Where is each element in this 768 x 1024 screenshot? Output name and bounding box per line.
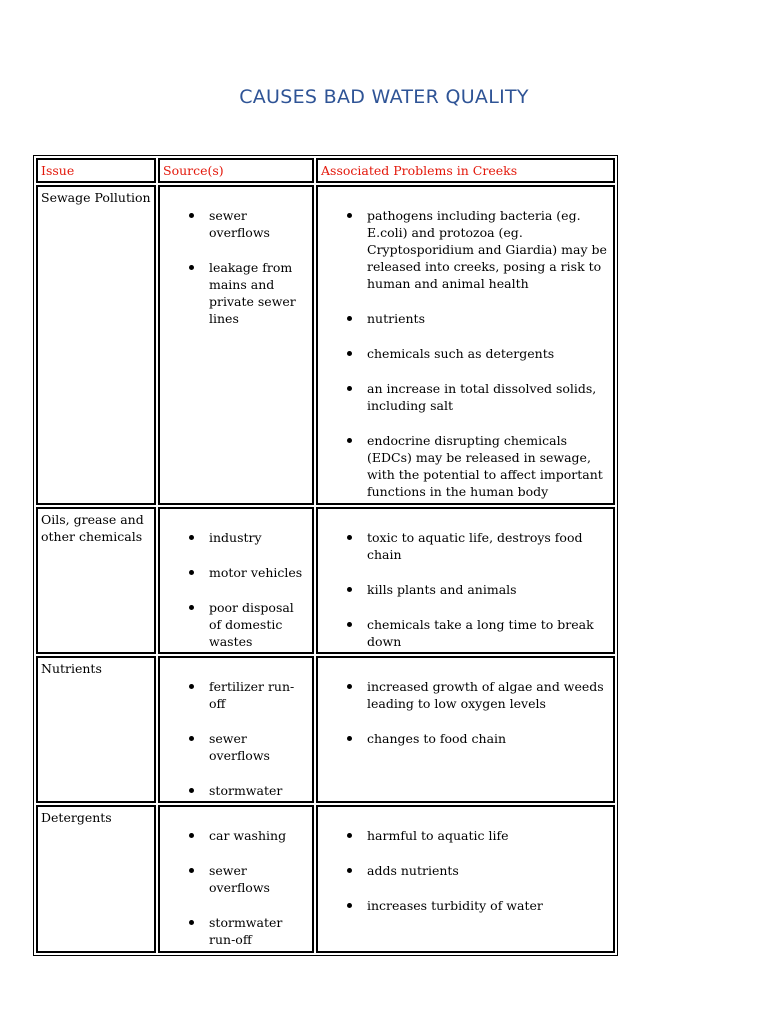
issue-cell: Nutrients [36, 656, 156, 803]
list-item: kills plants and animals [321, 581, 610, 598]
list-item: pathogens including bacteria (eg. E.coli) and protozoa (eg. Cryptosporidium and Giardia) may be released into creeks, posing a risk to human and animal health [321, 207, 610, 292]
problems-cell [316, 805, 615, 953]
list-item: an increase in total dissolved solids, including salt [321, 380, 610, 414]
list-item: poor disposal of domestic wastes [163, 599, 309, 650]
list-item: motor vehicles [163, 564, 309, 581]
table-row [36, 507, 615, 654]
sources-list [163, 207, 309, 327]
list-item: stormwater [163, 782, 309, 799]
list-item: car washing [163, 827, 309, 844]
issue-cell: Sewage Pollution [36, 185, 156, 505]
list-item: changes to food chain [321, 730, 610, 747]
issue-cell: Detergents [36, 805, 156, 953]
list-item: industry [163, 529, 309, 546]
list-item: chemicals such as detergents [321, 345, 610, 362]
sources-list [163, 827, 309, 948]
list-item: harmful to aquatic life [321, 827, 610, 844]
list-item: sewer overflows [163, 862, 309, 896]
list-item: chemicals take a long time to break down [321, 616, 610, 650]
table-row [36, 656, 615, 803]
header-sources: Source(s) [158, 158, 314, 183]
page-title: CAUSES BAD WATER QUALITY [239, 86, 529, 108]
list-item: stormwater run-off [163, 914, 309, 948]
list-item: toxic to aquatic life, destroys food chain [321, 529, 610, 563]
problems-list [321, 827, 610, 914]
sources-cell [158, 507, 314, 654]
sources-cell [158, 656, 314, 803]
list-item: sewer overflows [163, 207, 309, 241]
table-header-row [36, 158, 615, 183]
header-problems: Associated Problems in Creeks [316, 158, 615, 183]
list-item: adds nutrients [321, 862, 610, 879]
problems-cell [316, 185, 615, 505]
issue-cell: Oils, grease and other chemicals [36, 507, 156, 654]
list-item: increased growth of algae and weeds leading to low oxygen levels [321, 678, 610, 712]
list-item: fertilizer run-off [163, 678, 309, 712]
problems-list [321, 678, 610, 747]
problems-cell [316, 656, 615, 803]
sources-cell [158, 805, 314, 953]
sources-cell [158, 185, 314, 505]
list-item: leakage from mains and private sewer lines [163, 259, 309, 327]
problems-list [321, 207, 610, 500]
list-item: increases turbidity of water [321, 897, 610, 914]
sources-list [163, 678, 309, 799]
sources-list [163, 529, 309, 650]
problems-cell [316, 507, 615, 654]
list-item: sewer overflows [163, 730, 309, 764]
list-item: endocrine disrupting chemicals (EDCs) may be released in sewage, with the potential to affect important functions in the human body [321, 432, 610, 500]
list-item: nutrients [321, 310, 610, 327]
problems-list [321, 529, 610, 650]
table-row [36, 185, 615, 505]
header-issue: Issue [36, 158, 156, 183]
table-row [36, 805, 615, 953]
water-quality-table [33, 155, 618, 956]
